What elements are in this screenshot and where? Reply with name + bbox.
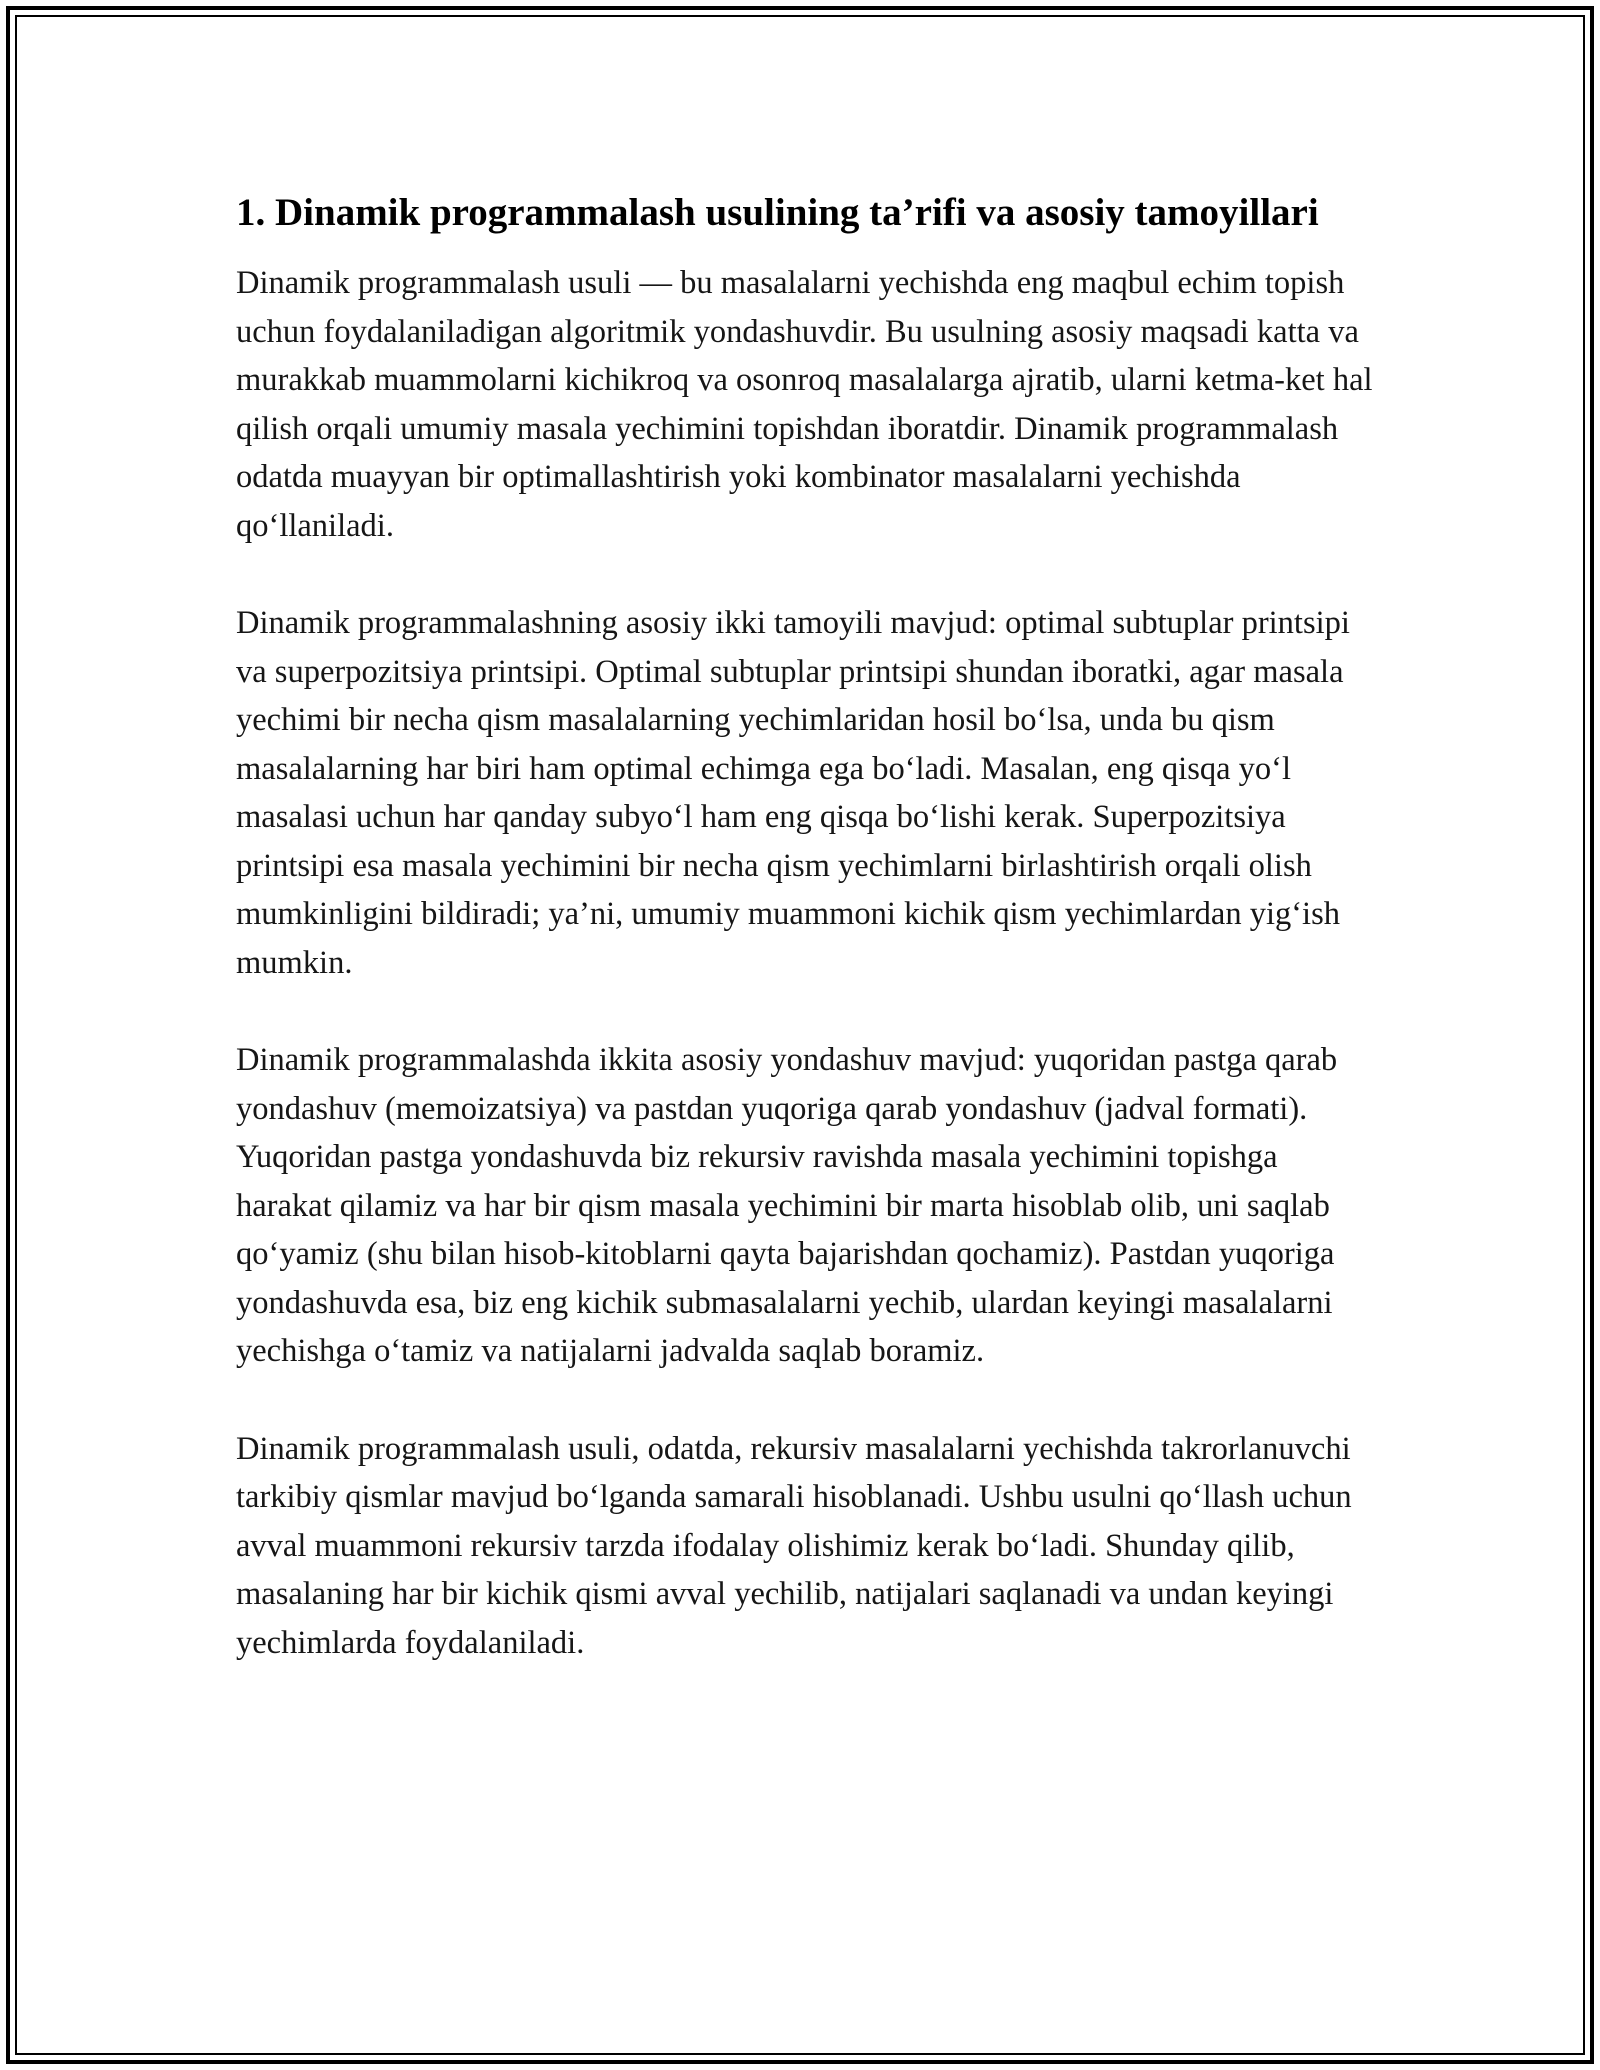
section-heading: 1. Dinamik programmalash usulining ta’rifi va asosiy tamoyillari: [236, 191, 1319, 234]
paragraph-approaches: Dinamik programmalashda ikkita asosiy yondashuv mavjud: yuqoridan pastga qarab yondashuv (memoizatsiya) va pastdan yuqoriga qarab yondashuv (jadval formati). Yuqoridan pastga yondashuvda biz rekursiv ravishda masala yechimini topishga harakat qilamiz va har bir qism masala yechimini bir marta hisoblab olib, uni saqlab qo‘yamiz (shu bilan hisob-kitoblarni qayta bajarishdan qochamiz). Pastdan yuqoriga yondashuvda esa, biz eng kichik submasalalarni yechib, ulardan keyingi masalalarni yechishga o‘tamiz va natijalarni jadvalda saqlab boramiz.: [236, 1042, 1338, 1369]
paragraph-principles: Dinamik programmalashning asosiy ikki tamoyili mavjud: optimal subtuplar printsipi va superpozitsiya printsipi. Optimal subtuplar printsipi shundan iboratki, agar masala yechimi bir necha qism masalalarning yechimlaridan hosil bo‘lsa, unda bu qism masalalarning har biri ham optimal echimga ega bo‘ladi. Masalan, eng qisqa yo‘l masalasi uchun har qanday subyo‘l ham eng qisqa bo‘lishi kerak. Superpozitsiya printsipi esa masala yechimini bir necha qism yechimlarni birlashtirish orqali olish mumkinligini bildiradi; ya’ni, umumiy muammoni kichik qism yechimlardan yig‘ish mumkin.: [236, 605, 1350, 981]
paragraph-definition: Dinamik programmalash usuli — bu masalalarni yechishda eng maqbul echim topish uchun foydalaniladigan algoritmik yondashuvdir. Bu usulning asosiy maqsadi katta va murakkab muammolarni kichikroq va osonroq masalalarga ajratib, ularni ketma-ket hal qilish orqali umumiy masala yechimini topishdan iboratdir. Dinamik programmalash odatda muayyan bir optimallashtirish yoki kombinator masalalarni yechishda qo‘llaniladi.: [236, 265, 1373, 544]
paragraph-usage: Dinamik programmalash usuli, odatda, rekursiv masalalarni yechishda takrorlanuvchi tarkibiy qismlar mavjud bo‘lganda samarali hisoblanadi. Ushbu usulni qo‘llash uchun avval muammoni rekursiv tarzda ifodalay olishimiz kerak bo‘ladi. Shunday qilib, masalaning har bir kichik qismi avval yechilib, natijalari saqlanadi va undan keyingi yechimlarda foydalaniladi.: [236, 1430, 1352, 1661]
document-body: [236, 185, 1376, 1667]
